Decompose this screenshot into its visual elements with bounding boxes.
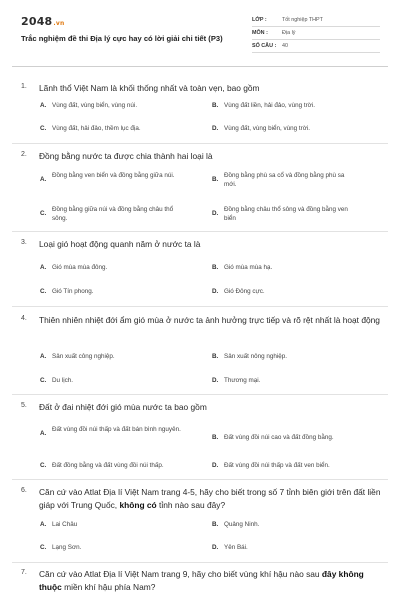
question-text-part: miền khí hậu phía Nam? [61, 581, 156, 592]
option-text: Lai Châu [52, 521, 78, 528]
option-letter: B. [212, 102, 219, 109]
option-text: Đồng bằng giữa núi và đồng bằng châu thổ sông. [52, 206, 174, 222]
question-2 [21, 150, 381, 163]
option-b[interactable] [212, 101, 354, 110]
meta-key: SỐ CÂU : [252, 43, 277, 49]
question-text-part: tỉnh nào sau đây? [156, 499, 226, 510]
option-text: Đồng bằng ven biển và đồng bằng giữa núi. [52, 172, 175, 179]
question-text [39, 486, 381, 511]
option-text: Đất vùng đồi núi thấp và đất ven biển. [224, 462, 330, 469]
question-1 [21, 82, 381, 95]
option-c[interactable] [40, 543, 182, 552]
question-text: Đồng bằng nước ta được chia thành hai loại là [39, 151, 213, 161]
option-b[interactable] [212, 352, 354, 361]
option-d[interactable] [212, 124, 354, 133]
question-text-emphasis: không có [119, 499, 157, 510]
meta-value: Địa lý [282, 30, 296, 36]
logo-main: 2048 [21, 15, 53, 28]
option-d[interactable] [212, 376, 354, 385]
option-a[interactable] [40, 263, 182, 272]
option-c[interactable] [40, 287, 182, 296]
option-text: Quảng Ninh. [224, 521, 260, 528]
question-4 [21, 314, 381, 327]
option-text: Yên Bái. [224, 544, 248, 551]
option-c[interactable] [40, 376, 182, 385]
question-text: Thiên nhiên nhiệt đới ẩm gió mùa ở nước ta ảnh hưởng trực tiếp và rõ rệt nhất là hoạt động [39, 315, 380, 325]
meta-value: Tốt nghiệp THPT [282, 17, 323, 23]
question-divider [12, 394, 388, 395]
option-letter: A. [40, 176, 47, 183]
meta-key: LỚP : [252, 17, 267, 23]
question-7 [21, 568, 381, 593]
meta-key: MÔN : [252, 30, 268, 36]
option-c[interactable] [40, 461, 212, 470]
option-d[interactable] [212, 461, 384, 470]
option-text: Vùng đất, hải đảo, thềm lục địa. [52, 125, 141, 132]
meta-row-count [252, 40, 380, 53]
question-5 [21, 401, 381, 414]
option-letter: B. [212, 434, 219, 441]
option-letter: C. [40, 210, 47, 217]
option-text: Đất vùng đồi núi cao và đất đồng bằng. [224, 434, 334, 441]
option-letter: B. [212, 353, 219, 360]
option-text: Gió mùa mùa hạ. [224, 264, 273, 271]
option-text: Gió mùa mùa đông. [52, 264, 108, 271]
question-number: 5. [21, 402, 27, 409]
option-b[interactable] [212, 263, 354, 272]
option-letter: B. [212, 521, 219, 528]
option-letter: C. [40, 288, 47, 295]
question-3 [21, 238, 381, 251]
question-text: Loại gió hoạt động quanh năm ở nước ta là [39, 239, 201, 249]
question-text-part: Căn cứ vào Atlat Địa lí Việt Nam trang 4-5, hãy cho biết trong số 7 tỉnh biên giới trên đất liền giáp với Trung Quốc, [39, 487, 381, 510]
option-c[interactable] [40, 124, 182, 133]
option-letter: B. [212, 264, 219, 271]
question-text [39, 568, 381, 593]
site-logo[interactable] [21, 15, 64, 28]
question-number: 6. [21, 487, 27, 494]
option-a[interactable] [40, 171, 182, 184]
option-letter: D. [212, 288, 219, 295]
option-text: Vùng đất, vùng biển, vùng núi. [52, 102, 138, 109]
option-a[interactable] [40, 425, 182, 438]
option-letter: A. [40, 102, 47, 109]
option-text: Vùng đất, vùng biển, vùng trời. [224, 125, 311, 132]
option-text: Lạng Sơn. [52, 544, 82, 551]
question-number: 4. [21, 315, 27, 322]
option-text: Gió Tín phong. [52, 288, 94, 295]
option-letter: B. [212, 176, 219, 183]
question-number: 2. [21, 151, 27, 158]
option-a[interactable] [40, 101, 182, 110]
option-letter: D. [212, 210, 219, 217]
question-divider [12, 306, 388, 307]
option-c[interactable] [40, 205, 182, 223]
option-b[interactable] [212, 520, 354, 529]
question-6 [21, 486, 381, 511]
question-text: Lãnh thổ Việt Nam là khối thống nhất và toàn vẹn, bao gồm [39, 83, 260, 93]
question-divider [12, 231, 388, 232]
question-text: Đất ở đai nhiệt đới gió mùa nước ta bao gồm [39, 402, 207, 412]
page-header [0, 0, 400, 66]
option-letter: C. [40, 462, 47, 469]
logo-suffix: .vn [53, 20, 65, 27]
option-d[interactable] [212, 543, 354, 552]
option-text: Đồng bằng châu thổ sông và đồng bằng ven biển [224, 206, 348, 222]
option-text: Sản xuất nông nghiệp. [224, 353, 288, 360]
meta-row-class [252, 14, 380, 27]
option-text: Du lịch. [52, 377, 73, 384]
question-number: 1. [21, 83, 27, 90]
option-text: Đất vùng đồi núi thấp và đất bán bình nguyên. [52, 426, 181, 433]
question-text-emphasis: đây không thuộc [39, 569, 364, 592]
question-text-part: Căn cứ vào Atlat Địa lí Việt Nam trang 9, hãy cho biết vùng khí hậu nào sau [39, 569, 322, 579]
document-title: Trắc nghiệm đề thi Địa lý cực hay có lời giải chi tiết (P3) [21, 34, 223, 43]
option-letter: C. [40, 125, 47, 132]
meta-value: 40 [282, 43, 288, 49]
question-divider [12, 562, 388, 563]
option-text: Đồng bằng phù sa cổ và đồng bằng phù sa mới. [224, 172, 345, 188]
option-letter: D. [212, 544, 219, 551]
option-letter: C. [40, 544, 47, 551]
header-divider [12, 66, 388, 67]
question-number: 3. [21, 239, 27, 246]
option-letter: A. [40, 430, 47, 437]
option-letter: D. [212, 377, 219, 384]
option-text: Vùng đất liền, hải đảo, vùng trời. [224, 102, 315, 109]
meta-row-subject [252, 27, 380, 40]
question-divider [12, 143, 388, 144]
option-b[interactable] [212, 433, 384, 442]
question-number: 7. [21, 569, 27, 576]
option-letter: D. [212, 462, 219, 469]
question-divider [12, 479, 388, 480]
option-text: Gió Đông cực. [224, 288, 265, 295]
option-letter: D. [212, 125, 219, 132]
option-letter: A. [40, 264, 47, 271]
option-text: Thương mại. [224, 377, 261, 384]
option-text: Sản xuất công nghiệp. [52, 353, 115, 360]
option-letter: C. [40, 377, 47, 384]
option-b[interactable] [212, 171, 354, 189]
option-letter: A. [40, 353, 47, 360]
option-d[interactable] [212, 205, 354, 223]
option-a[interactable] [40, 352, 182, 361]
exam-meta-table [252, 14, 380, 53]
option-text: Đất đồng bằng và đất vùng đồi núi thấp. [52, 462, 164, 469]
option-a[interactable] [40, 520, 182, 529]
option-letter: A. [40, 521, 47, 528]
option-d[interactable] [212, 287, 354, 296]
